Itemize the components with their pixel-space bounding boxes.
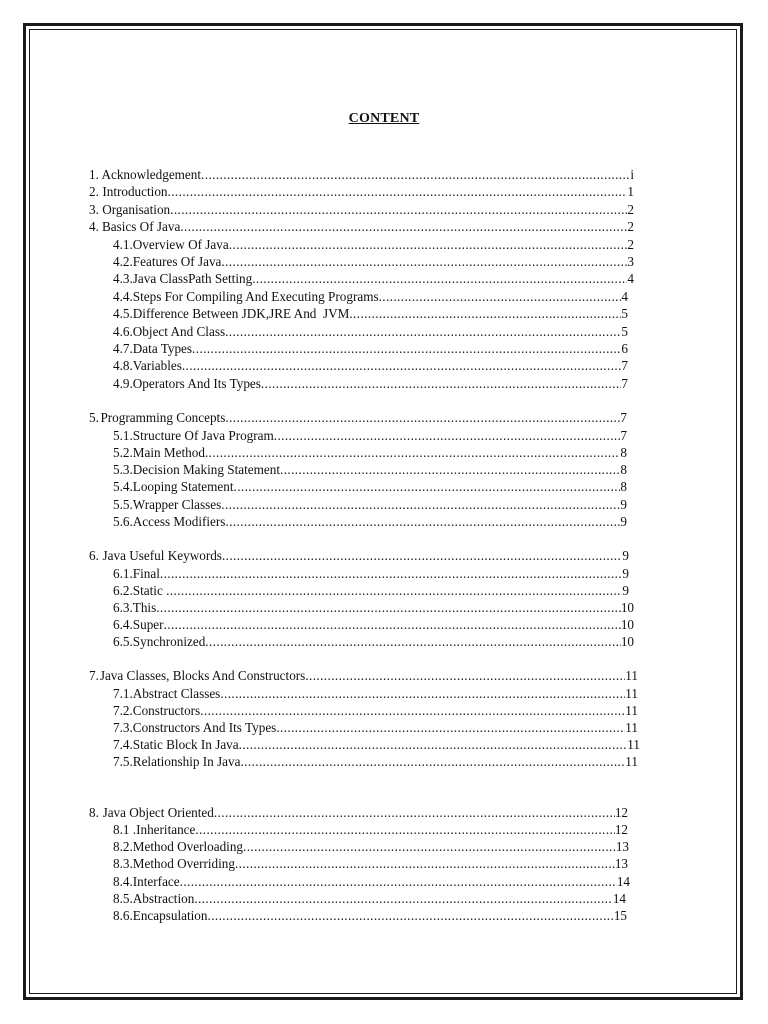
toc-entry-page: 9 — [622, 566, 629, 581]
toc-entry-number: 3. — [89, 202, 99, 217]
toc-entry — [89, 218, 634, 235]
toc-dot-leader — [379, 288, 622, 305]
toc-entry-page: 9 — [620, 514, 627, 529]
toc-entry — [89, 667, 638, 684]
toc-entry-number: 4.4. — [113, 289, 133, 304]
toc-entry-page: 7 — [620, 410, 627, 425]
toc-entry-label: Access Modifiers — [132, 514, 226, 529]
toc-entry — [113, 616, 634, 633]
page-title: CONTENT — [348, 111, 420, 126]
toc-dot-leader — [349, 305, 621, 322]
toc-entry — [113, 685, 638, 702]
toc-entry-number: 4.8. — [113, 358, 133, 373]
toc-entry-label: Basics Of Java — [101, 219, 181, 234]
toc-entry-page: 8 — [620, 445, 627, 460]
toc-entry-label: Interface — [132, 874, 180, 889]
toc-entry-label: Java Classes, Blocks And Constructors — [99, 668, 306, 683]
toc-dot-leader — [305, 667, 625, 684]
toc-entry-label: Java Useful Keywords — [102, 548, 222, 563]
toc-entry — [89, 201, 634, 218]
toc-entry-label: Operators And Its Types — [132, 376, 261, 391]
toc-dot-leader — [225, 513, 620, 530]
toc-entry — [113, 719, 638, 736]
toc-entry — [113, 496, 627, 513]
toc-entry-number: 7.2. — [113, 703, 133, 718]
toc-entry-page: 12 — [614, 822, 628, 837]
toc-entry — [113, 890, 626, 907]
toc-entry — [113, 633, 634, 650]
toc-entry-label: Structure Of Java Program — [132, 428, 274, 443]
toc-entry-page: 5 — [621, 306, 628, 321]
toc-entry — [113, 288, 628, 305]
toc-entry-number: 5. — [89, 410, 99, 425]
toc-entry-label: Looping Statement — [132, 479, 234, 494]
toc-entry-page: 13 — [614, 856, 628, 871]
toc-entry — [89, 409, 627, 426]
toc-entry — [113, 253, 634, 270]
toc-entry-label: Encapsulation — [132, 908, 208, 923]
toc-entry-number: 6.3. — [113, 600, 133, 615]
toc-entry-page: 4 — [621, 289, 628, 304]
toc-entry-page: i — [630, 167, 634, 182]
toc-dot-leader — [200, 702, 625, 719]
toc-entry-page: 10 — [620, 617, 634, 632]
toc-entry — [89, 547, 629, 564]
toc-entry-number: 4.9. — [113, 376, 133, 391]
toc-entry — [113, 513, 627, 530]
toc-entry-label: Static — [132, 583, 167, 598]
toc-entry-label: Inheritance — [136, 822, 196, 837]
toc-entry-label: This — [132, 600, 157, 615]
toc-entry-number: 7.1. — [113, 686, 133, 701]
toc-entry-label: Object And Class — [132, 324, 226, 339]
toc-entry-number: 8.2. — [113, 839, 133, 854]
toc-entry-page: 8 — [620, 462, 627, 477]
toc-entry-number: 7.5. — [113, 754, 133, 769]
toc-entry — [113, 444, 627, 461]
toc-dot-leader — [160, 565, 623, 582]
toc-entry-number: 7. — [89, 668, 99, 683]
toc-entry-number: 6.1. — [113, 566, 133, 581]
toc-dot-leader — [182, 357, 622, 374]
toc-entry-number: 5.2. — [113, 445, 133, 460]
toc-entry-number: 8.6. — [113, 908, 133, 923]
toc-entry — [113, 427, 627, 444]
toc-entry-label: Method Overriding — [132, 856, 235, 871]
toc-entry-number: 8. — [89, 805, 99, 820]
toc-entry-number: 4.3. — [113, 271, 133, 286]
toc-entry-label: Wrapper Classes — [132, 497, 222, 512]
toc-entry-label: Overview Of Java — [132, 237, 229, 252]
toc-entry-page: 4 — [627, 271, 634, 286]
toc-entry-page: 11 — [625, 754, 638, 769]
toc-dot-leader — [156, 599, 621, 616]
toc-entry-number: 6. — [89, 548, 99, 563]
toc-entry-page: 11 — [627, 737, 640, 752]
toc-entry-label: Features Of Java — [132, 254, 222, 269]
toc-entry — [113, 236, 634, 253]
toc-entry-page: 11 — [625, 720, 638, 735]
toc-entry-number: 6.2. — [113, 583, 133, 598]
toc-entry-label: Abstraction — [132, 891, 195, 906]
toc-entry-page: 7 — [621, 376, 628, 391]
toc-entry-label: Synchronized — [132, 634, 206, 649]
toc-dot-leader — [205, 633, 621, 650]
toc-dot-leader — [222, 547, 622, 564]
toc-entry — [113, 323, 628, 340]
toc-entry-label: Constructors — [132, 703, 201, 718]
toc-dot-leader — [208, 907, 614, 924]
toc-entry — [113, 702, 638, 719]
toc-entry-number: 4. — [89, 219, 99, 234]
toc-entry-number: 6.5. — [113, 634, 133, 649]
toc-dot-leader — [235, 855, 615, 872]
toc-dot-leader — [225, 323, 621, 340]
toc-entry-number: 7.4. — [113, 737, 133, 752]
toc-entry-number: 5.1. — [113, 428, 133, 443]
toc-entry — [113, 599, 634, 616]
toc-entry-label: Difference Between JDK,JRE And JVM — [132, 306, 350, 321]
toc-entry — [89, 183, 634, 200]
toc-entry-number: 8.1 . — [113, 822, 137, 837]
toc-entry-number: 5.4. — [113, 479, 133, 494]
toc-entry — [113, 340, 628, 357]
toc-entry-page: 2 — [627, 202, 634, 217]
toc-entry-label: Acknowledgement — [101, 167, 202, 182]
toc-entry-page: 5 — [621, 324, 628, 339]
toc-entry-label: Steps For Compiling And Executing Programs — [132, 289, 379, 304]
toc-dot-leader — [180, 873, 617, 890]
toc-entry-number: 8.5. — [113, 891, 133, 906]
toc-entry — [113, 873, 630, 890]
toc-dot-leader — [280, 461, 620, 478]
toc-entry — [113, 461, 627, 478]
toc-dot-leader — [180, 218, 627, 235]
toc-dot-leader — [220, 685, 625, 702]
toc-entry-number: 4.6. — [113, 324, 133, 339]
toc-dot-leader — [170, 201, 627, 218]
toc-entry-number: 4.7. — [113, 341, 133, 356]
toc-dot-leader — [214, 804, 615, 821]
toc-entry-page: 9 — [620, 497, 627, 512]
toc-dot-leader — [168, 183, 628, 200]
toc-entry-page: 15 — [613, 908, 627, 923]
toc-dot-leader — [239, 736, 628, 753]
toc-entry-page: 10 — [620, 600, 634, 615]
toc-entry-page: 6 — [621, 341, 628, 356]
toc-entry-number: 2. — [89, 184, 99, 199]
toc-entry-number: 5.5. — [113, 497, 133, 512]
toc-entry-label: Abstract Classes — [132, 686, 221, 701]
toc-dot-leader — [164, 616, 621, 633]
toc-dot-leader — [229, 236, 628, 253]
toc-entry-label: Constructors And Its Types — [132, 720, 277, 735]
toc-entry-page: 10 — [620, 634, 634, 649]
toc-entry-page: 11 — [625, 686, 638, 701]
toc-dot-leader — [194, 890, 613, 907]
toc-dot-leader — [234, 478, 621, 495]
toc-entry-number: 7.3. — [113, 720, 133, 735]
toc-dot-leader — [225, 409, 620, 426]
toc-entry-number: 8.4. — [113, 874, 133, 889]
toc-entry — [89, 804, 628, 821]
toc-entry — [113, 270, 634, 287]
toc-dot-leader — [221, 496, 620, 513]
toc-entry-label: Final — [132, 566, 160, 581]
toc-entry-label: Java Object Oriented — [102, 805, 214, 820]
toc-entry-number: 8.3. — [113, 856, 133, 871]
toc-entry-label: Organisation — [102, 202, 171, 217]
toc-entry-page: 13 — [615, 839, 629, 854]
toc-entry-label: Introduction — [102, 184, 168, 199]
toc-dot-leader — [192, 340, 621, 357]
toc-entry-page: 7 — [621, 358, 628, 373]
toc-dot-leader — [205, 444, 620, 461]
toc-entry-number: 4.5. — [113, 306, 133, 321]
toc-dot-leader — [261, 375, 621, 392]
toc-entry — [113, 582, 629, 599]
toc-entry — [113, 855, 628, 872]
toc-entry — [113, 305, 628, 322]
toc-entry-label: Data Types — [132, 341, 193, 356]
toc-entry — [113, 736, 640, 753]
toc-entry-label: Relationship In Java — [132, 754, 241, 769]
toc-dot-leader — [240, 753, 625, 770]
toc-entry-page: 12 — [614, 805, 628, 820]
toc-entry — [113, 821, 628, 838]
toc-entry — [113, 565, 629, 582]
toc-entry-number: 1. — [89, 167, 99, 182]
toc-entry — [113, 838, 629, 855]
toc-dot-leader — [195, 821, 614, 838]
toc-entry — [113, 907, 627, 924]
toc-entry-number: 4.2. — [113, 254, 133, 269]
toc-entry-page: 11 — [625, 668, 638, 683]
toc-dot-leader — [201, 166, 630, 183]
toc-entry — [113, 375, 628, 392]
toc-entry-page: 1 — [627, 184, 634, 199]
toc-entry-number: 5.3. — [113, 462, 133, 477]
toc-dot-leader — [276, 719, 625, 736]
toc-entry-label: Java ClassPath Setting — [132, 271, 253, 286]
toc-entry-page: 3 — [627, 254, 634, 269]
toc-entry — [89, 166, 634, 183]
toc-entry-number: 6.4. — [113, 617, 133, 632]
toc-entry-label: Programming Concepts — [100, 410, 226, 425]
toc-entry-page: 14 — [612, 891, 626, 906]
toc-entry-page: 7 — [620, 428, 627, 443]
toc-dot-leader — [274, 427, 621, 444]
toc-entry-page: 8 — [620, 479, 627, 494]
toc-dot-leader — [166, 582, 622, 599]
toc-entry-number: 5.6. — [113, 514, 133, 529]
toc-entry-label: Main Method — [132, 445, 205, 460]
toc-entry-page: 11 — [625, 703, 638, 718]
toc-entry-label: Static Block In Java — [132, 737, 239, 752]
toc-entry-page: 14 — [616, 874, 630, 889]
toc-entry — [113, 357, 628, 374]
toc-entry — [113, 753, 638, 770]
toc-entry-page: 2 — [627, 237, 634, 252]
toc-entry — [113, 478, 627, 495]
toc-entry-page: 2 — [627, 219, 634, 234]
toc-dot-leader — [221, 253, 627, 270]
toc-entry-page: 9 — [622, 583, 629, 598]
toc-entry-label: Method Overloading — [132, 839, 244, 854]
toc-entry-number: 4.1. — [113, 237, 133, 252]
toc-entry-label: Decision Making Statement — [132, 462, 281, 477]
toc-dot-leader — [243, 838, 616, 855]
toc-entry-label: Variables — [132, 358, 182, 373]
toc-entry-label: Super — [132, 617, 164, 632]
toc-entry-page: 9 — [622, 548, 629, 563]
toc-dot-leader — [252, 270, 627, 287]
